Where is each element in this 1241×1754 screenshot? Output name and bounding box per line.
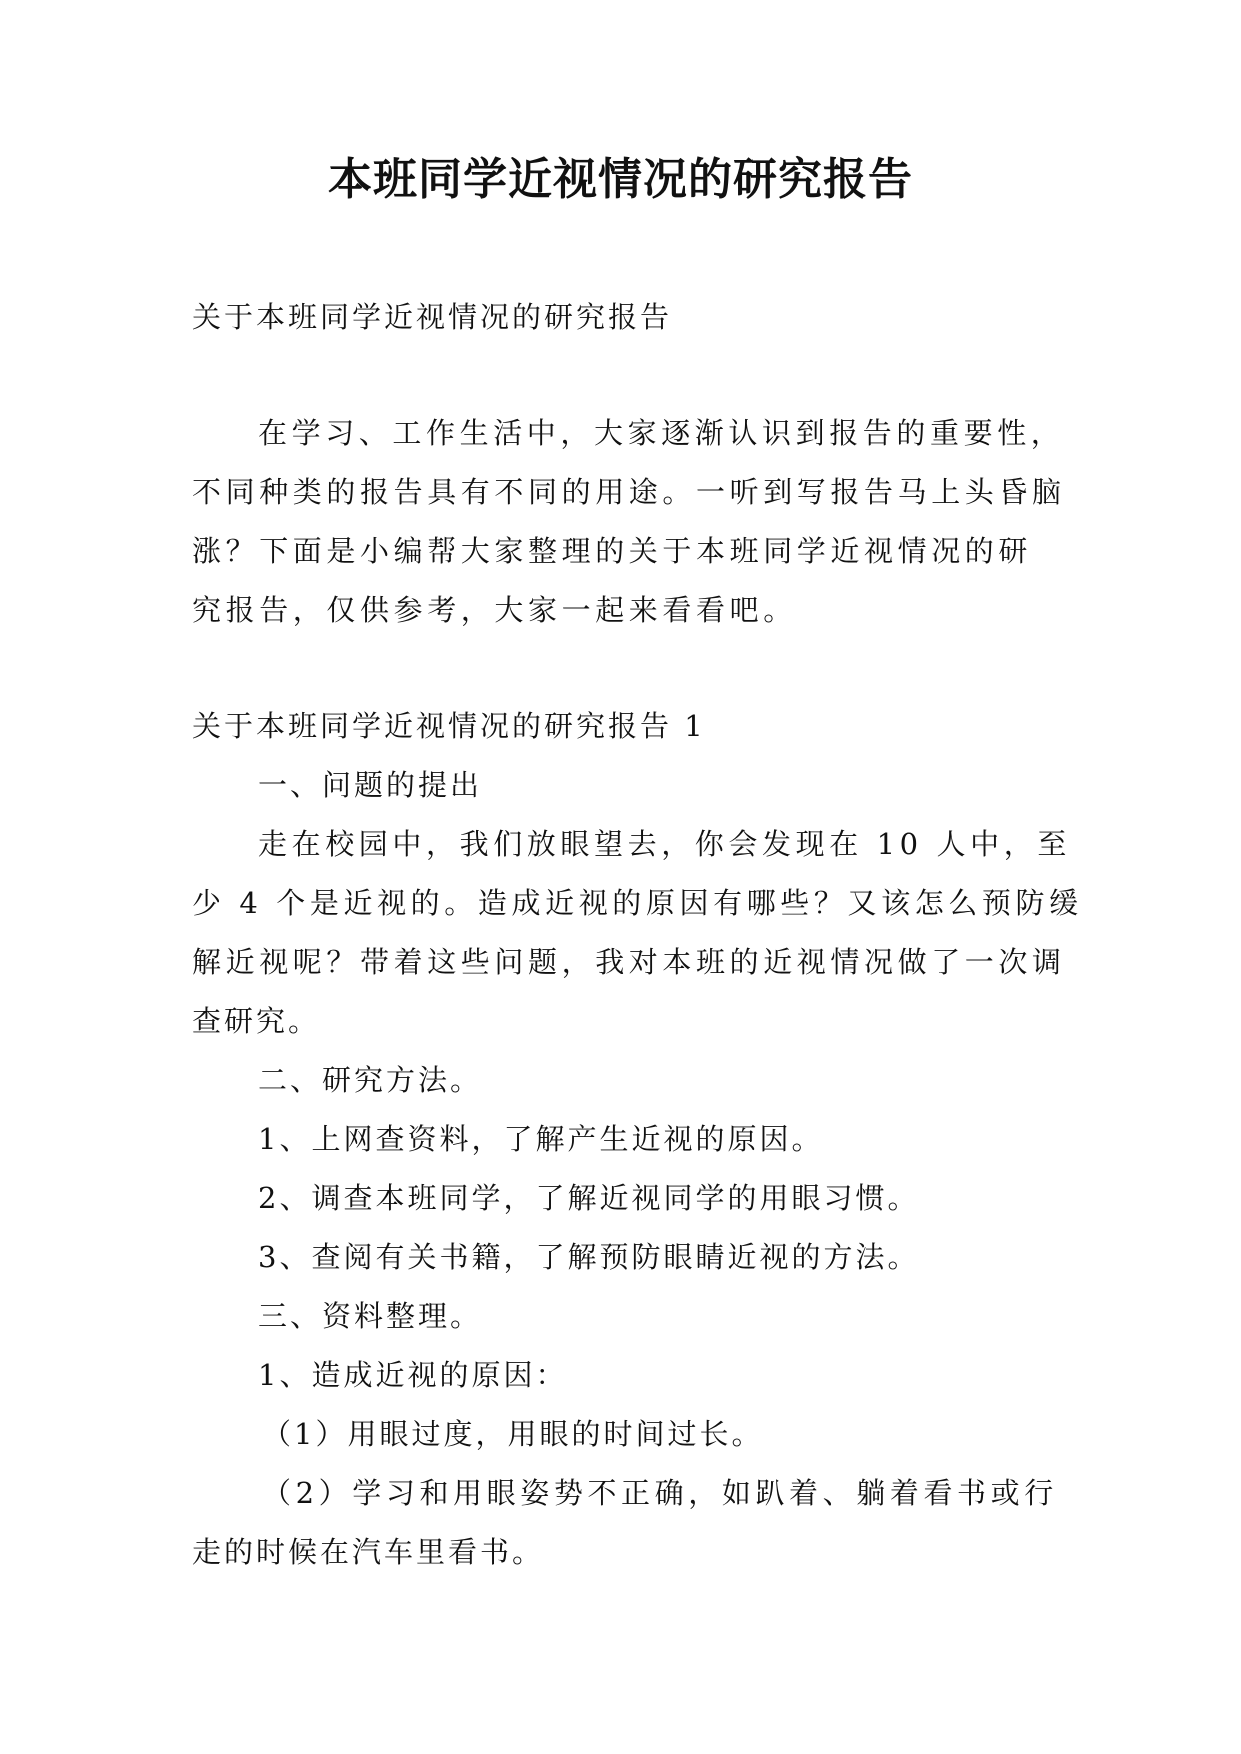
method-item-1: 1、上网查资料，了解产生近视的原因。: [258, 1122, 824, 1156]
heading-materials: 三、资料整理。: [258, 1299, 483, 1333]
cause-item-2-line-2: 走的时候在汽车里看书。: [192, 1535, 545, 1569]
intro-line-4: 究报告，仅供参考，大家一起来看看吧。: [192, 593, 797, 627]
heading-problem: 一、问题的提出: [258, 768, 483, 802]
paragraph-line-2: 少 4 个是近视的。造成近视的原因有哪些？又该怎么预防缓: [192, 886, 1083, 920]
cause-item-1: （1）用眼过度，用眼的时间过长。: [262, 1417, 764, 1451]
method-item-2: 2、调查本班同学，了解近视同学的用眼习惯。: [258, 1181, 920, 1215]
method-item-3: 3、查阅有关书籍，了解预防眼睛近视的方法。: [258, 1240, 920, 1274]
paragraph-line-3: 解近视呢？带着这些问题，我对本班的近视情况做了一次调: [192, 945, 1066, 979]
heading-method: 二、研究方法。: [258, 1063, 483, 1097]
document-title: 本班同学近视情况的研究报告: [328, 154, 913, 205]
causes-heading: 1、造成近视的原因：: [258, 1358, 568, 1392]
subtitle-line: 关于本班同学近视情况的研究报告: [192, 300, 673, 334]
cause-item-2-line-1: （2）学习和用眼姿势不正确，如趴着、躺着看书或行: [262, 1476, 1058, 1510]
section-heading-1: 关于本班同学近视情况的研究报告 1: [192, 709, 706, 743]
paragraph-line-1: 走在校园中，我们放眼望去，你会发现在 10 人中，至: [258, 827, 1071, 861]
intro-line-2: 不同种类的报告具有不同的用途。一听到写报告马上头昏脑: [192, 475, 1066, 509]
intro-line-1: 在学习、工作生活中，大家逐渐认识到报告的重要性，: [258, 416, 1065, 450]
paragraph-line-4: 查研究。: [192, 1004, 321, 1038]
intro-line-3: 涨？下面是小编帮大家整理的关于本班同学近视情况的研: [192, 534, 1033, 568]
